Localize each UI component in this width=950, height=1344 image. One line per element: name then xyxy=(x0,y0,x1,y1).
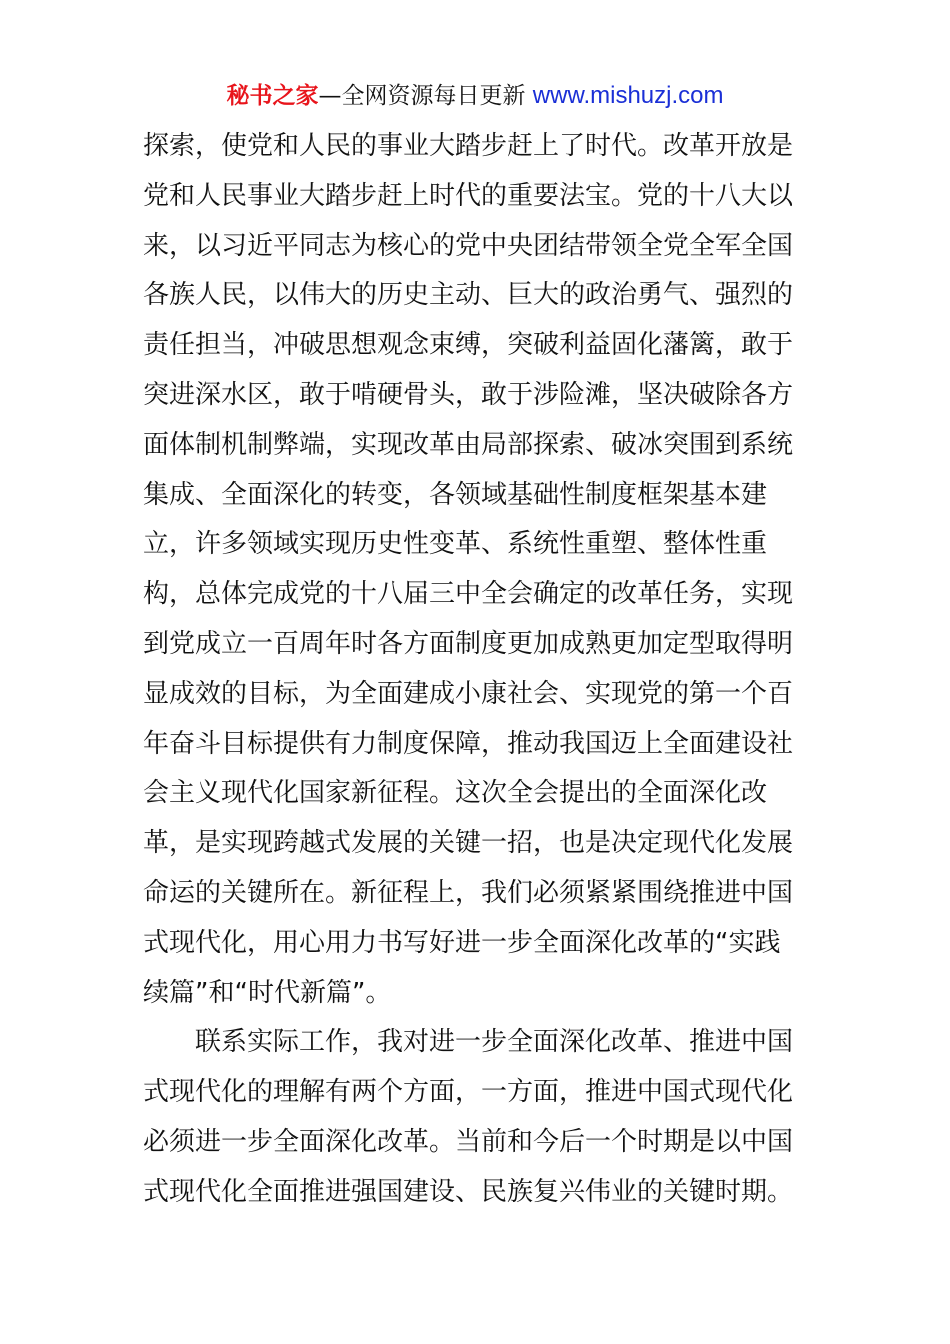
text-line: 各族人民，以伟大的历史主动、巨大的政治勇气、强烈的 xyxy=(143,280,794,311)
text-line: 命运的关键所在。新征程上，我们必须紧紧围绕推进中国 xyxy=(143,877,794,908)
paragraph-start-line: 联系实际工作，我对进一步全面深化改革、推进中国 xyxy=(195,1027,794,1058)
text-line: 到党成立一百周年时各方面制度更加成熟更加定型取得明 xyxy=(143,628,794,659)
page-header xyxy=(0,80,950,112)
text-line: 探索，使党和人民的事业大踏步赶上了时代。改革开放是 xyxy=(143,131,794,161)
text-line: 党和人民事业大踏步赶上时代的重要法宝。党的十八大以 xyxy=(143,180,794,211)
document-body xyxy=(143,122,811,1218)
text-line: 革，是实现跨越式发展的关键一招，也是决定现代化发展 xyxy=(143,828,794,859)
text-line: 式现代化的理解有两个方面，一方面，推进中国式现代化 xyxy=(143,1077,794,1108)
text-line: 续篇”和“时代新篇”。 xyxy=(143,977,392,1008)
text-line: 会主义现代化国家新征程。这次全会提出的全面深化改 xyxy=(143,778,768,809)
text-line: 来，以习近平同志为核心的党中央团结带领全党全军全国 xyxy=(143,230,794,261)
text-line: 突进深水区，敢于啃硬骨头，敢于涉险滩，坚决破除各方 xyxy=(143,379,794,410)
brand-name: 秘书之家 xyxy=(226,83,319,109)
text-line: 面体制机制弊端，实现改革由局部探索、破冰突围到系统 xyxy=(143,429,794,460)
text-line: 构，总体完成党的十八届三中全会确定的改革任务，实现 xyxy=(143,579,794,610)
text-line: 集成、全面深化的转变，各领域基础性制度框架基本建 xyxy=(143,479,768,510)
text-line: 显成效的目标，为全面建成小康社会、实现党的第一个百 xyxy=(143,678,794,709)
header-tagline: —全网资源每日更新 xyxy=(318,83,533,109)
text-line: 式现代化，用心用力书写好进一步全面深化改革的“实践 xyxy=(143,927,781,958)
text-line: 责任担当，冲破思想观念束缚，突破利益固化藩篱，敢于 xyxy=(143,330,794,361)
text-line: 年奋斗目标提供有力制度保障，推动我国迈上全面建设社 xyxy=(143,728,794,759)
text-line: 必须进一步全面深化改革。当前和今后一个时期是以中国 xyxy=(143,1126,794,1157)
text-line: 式现代化全面推进强国建设、民族复兴伟业的关键时期。 xyxy=(143,1176,794,1207)
text-line: 立，许多领域实现历史性变革、系统性重塑、整体性重 xyxy=(143,529,768,560)
site-url-link[interactable]: www.mishuzj.com xyxy=(532,82,724,109)
